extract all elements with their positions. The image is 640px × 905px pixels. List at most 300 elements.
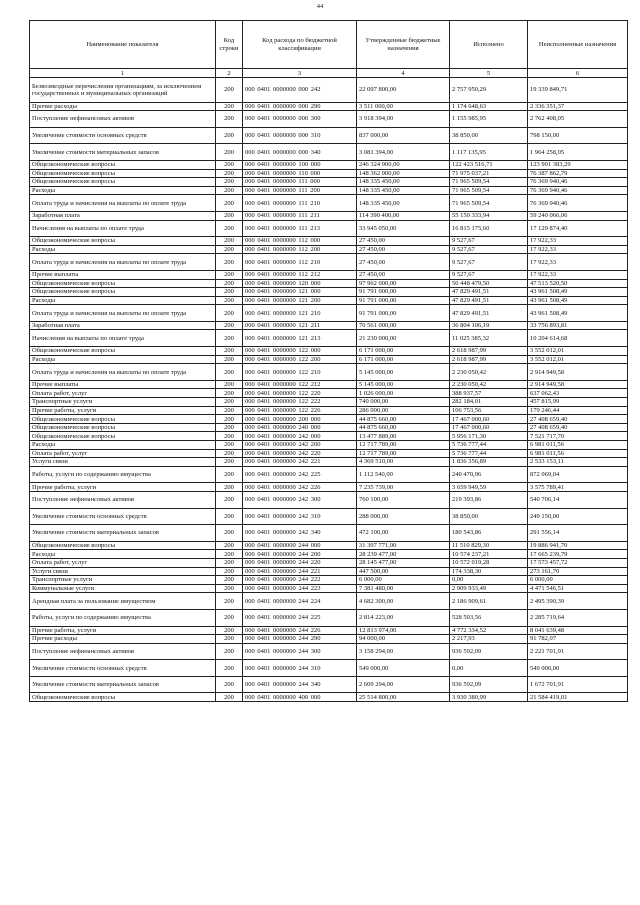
row-unexecuted: 17 922,33 [528, 245, 628, 254]
table-row [30, 643, 628, 660]
row-unexecuted: 6 981 011,56 [528, 449, 628, 458]
row-name: Расходы [30, 550, 216, 559]
row-kbk: 000 0401 0000000 110 000 [243, 169, 357, 178]
row-executed: 219 393,86 [450, 491, 528, 508]
row-code: 200 [216, 609, 243, 626]
row-unexecuted: 47 513 520,50 [528, 279, 628, 288]
row-kbk: 000 0401 0000000 100 000 [243, 160, 357, 169]
row-name: Увеличение стоимости материальных запасов [30, 676, 216, 693]
row-name: Оплата труда и начисления на выплаты по оплате труда [30, 364, 216, 381]
row-unexecuted: 2 285 719,64 [528, 609, 628, 626]
row-executed: 71 965 509,54 [450, 186, 528, 195]
row-executed: 11 510 829,30 [450, 541, 528, 550]
row-unexecuted: 27 408 659,40 [528, 415, 628, 424]
row-approved: 7 235 739,00 [357, 483, 450, 492]
row-name: Коммунальные услуги [30, 584, 216, 593]
row-name: Прочие расходы [30, 635, 216, 644]
row-kbk: 000 0401 0000000 242 220 [243, 449, 357, 458]
row-name: Расходы [30, 245, 216, 254]
row-approved: 25 514 800,00 [357, 693, 450, 702]
row-code: 200 [216, 635, 243, 644]
row-code: 200 [216, 567, 243, 576]
row-executed: 17 467 000,60 [450, 415, 528, 424]
row-unexecuted: 2 914 949,58 [528, 364, 628, 381]
row-unexecuted: 2 914 949,58 [528, 380, 628, 389]
row-executed: 9 527,67 [450, 270, 528, 279]
row-approved: 5 145 000,00 [357, 364, 450, 381]
row-executed: 106 753,56 [450, 406, 528, 415]
row-name: Увеличение стоимости материальных запасов [30, 525, 216, 542]
row-name: Общеэкономические вопросы [30, 541, 216, 550]
column-index: 6 [528, 69, 628, 78]
row-kbk: 000 0401 0000000 244 300 [243, 643, 357, 660]
row-approved: 3 918 394,00 [357, 111, 450, 128]
row-executed: 9 527,67 [450, 254, 528, 271]
row-kbk: 000 0401 0000000 242 200 [243, 441, 357, 450]
table-row [30, 593, 628, 610]
row-executed: 3 659 949,59 [450, 483, 528, 492]
row-executed: 5 736 777,44 [450, 441, 528, 450]
row-code: 200 [216, 245, 243, 254]
row-name: Транспортные услуги [30, 398, 216, 407]
table-row [30, 441, 628, 450]
table-row [30, 296, 628, 305]
table-row [30, 245, 628, 254]
table-row [30, 144, 628, 161]
header-executed: Исполнено [450, 21, 528, 69]
row-kbk: 000 0401 0000000 122 222 [243, 398, 357, 407]
row-approved: 740 000,00 [357, 398, 450, 407]
row-approved: 27 450,00 [357, 245, 450, 254]
row-unexecuted: 1 964 258,05 [528, 144, 628, 161]
row-code: 200 [216, 660, 243, 677]
row-executed: 47 829 491,51 [450, 296, 528, 305]
row-unexecuted: 2 221 701,91 [528, 643, 628, 660]
row-executed: 50 448 479,50 [450, 279, 528, 288]
column-index: 3 [243, 69, 357, 78]
row-executed: 180 543,86 [450, 525, 528, 542]
row-approved: 1 112 540,00 [357, 466, 450, 483]
table-row [30, 466, 628, 483]
table-row [30, 423, 628, 432]
row-name: Общеэкономические вопросы [30, 178, 216, 187]
row-unexecuted: 10 204 614,68 [528, 330, 628, 347]
row-executed: 936 592,09 [450, 676, 528, 693]
row-unexecuted: 21 584 419,01 [528, 693, 628, 702]
row-approved: 549 000,00 [357, 660, 450, 677]
row-approved: 3 158 294,00 [357, 643, 450, 660]
row-kbk: 000 0401 0000000 244 225 [243, 609, 357, 626]
row-executed: 936 592,09 [450, 643, 528, 660]
row-name: Общеэкономические вопросы [30, 415, 216, 424]
row-approved: 148 362 900,00 [357, 169, 450, 178]
row-kbk: 000 0401 0000000 122 226 [243, 406, 357, 415]
row-kbk: 000 0401 0000000 111 213 [243, 220, 357, 237]
row-executed: 240 470,96 [450, 466, 528, 483]
row-approved: 148 335 450,00 [357, 186, 450, 195]
row-name: Увеличение стоимости основных средств [30, 127, 216, 144]
row-code: 200 [216, 254, 243, 271]
row-kbk: 000 0401 0000000 112 210 [243, 254, 357, 271]
row-approved: 6 171 000,00 [357, 347, 450, 356]
header-approved: Утвержденные бюджетные назначения [357, 21, 450, 69]
table-row [30, 195, 628, 212]
row-code: 200 [216, 491, 243, 508]
row-code: 200 [216, 508, 243, 525]
row-kbk: 000 0401 0000000 244 000 [243, 541, 357, 550]
row-unexecuted: 33 756 893,81 [528, 321, 628, 330]
row-kbk: 000 0401 0000000 244 290 [243, 635, 357, 644]
row-approved: 91 791 000,00 [357, 296, 450, 305]
row-unexecuted: 43 961 508,49 [528, 305, 628, 322]
row-name: Общеэкономические вопросы [30, 288, 216, 297]
table-row [30, 211, 628, 220]
row-kbk: 000 0401 0000000 120 000 [243, 279, 357, 288]
table-row [30, 415, 628, 424]
row-kbk: 000 0401 0000000 000 340 [243, 144, 357, 161]
table-row [30, 330, 628, 347]
table-row [30, 237, 628, 246]
row-name: Увеличение стоимости основных средств [30, 508, 216, 525]
table-row [30, 127, 628, 144]
row-name: Прочие работы, услуги [30, 483, 216, 492]
row-unexecuted: 273 161,70 [528, 567, 628, 576]
row-kbk: 000 0401 0000000 242 000 [243, 432, 357, 441]
row-approved: 3 511 000,00 [357, 102, 450, 111]
table-row [30, 380, 628, 389]
row-executed: 71 965 509,54 [450, 178, 528, 187]
row-code: 200 [216, 270, 243, 279]
row-unexecuted: 17 922,33 [528, 254, 628, 271]
row-unexecuted: 17 129 874,40 [528, 220, 628, 237]
row-unexecuted: 8 041 639,48 [528, 626, 628, 635]
row-approved: 27 450,00 [357, 254, 450, 271]
row-code: 200 [216, 593, 243, 610]
row-code: 200 [216, 458, 243, 467]
row-unexecuted: 76 369 940,46 [528, 178, 628, 187]
table-row [30, 458, 628, 467]
row-executed: 2 618 987,99 [450, 355, 528, 364]
row-kbk: 000 0401 0000000 244 220 [243, 558, 357, 567]
row-name: Расходы [30, 355, 216, 364]
row-unexecuted: 17 922,33 [528, 237, 628, 246]
row-name: Начисления на выплаты по оплате труда [30, 330, 216, 347]
column-index: 4 [357, 69, 450, 78]
row-approved: 4 682 300,00 [357, 593, 450, 610]
row-code: 200 [216, 144, 243, 161]
row-kbk: 000 0401 0000000 121 211 [243, 321, 357, 330]
row-kbk: 000 0401 0000000 000 310 [243, 127, 357, 144]
table-row [30, 178, 628, 187]
row-approved: 13 477 889,00 [357, 432, 450, 441]
row-kbk: 000 0401 0000000 112 212 [243, 270, 357, 279]
row-unexecuted: 798 150,00 [528, 127, 628, 144]
row-executed: 3 930 380,99 [450, 693, 528, 702]
row-code: 200 [216, 237, 243, 246]
table-row [30, 693, 628, 702]
row-code: 200 [216, 584, 243, 593]
row-kbk: 000 0401 0000000 111 000 [243, 178, 357, 187]
table-row [30, 78, 628, 103]
row-kbk: 000 0401 0000000 121 210 [243, 305, 357, 322]
row-approved: 114 390 400,00 [357, 211, 450, 220]
row-unexecuted: 17 573 457,72 [528, 558, 628, 567]
table-row [30, 270, 628, 279]
row-executed: 2 230 050,42 [450, 380, 528, 389]
row-executed: 1 155 985,95 [450, 111, 528, 128]
row-name: Прочие работы, услуги [30, 626, 216, 635]
row-kbk: 000 0401 0000000 244 222 [243, 576, 357, 585]
row-unexecuted: 76 387 862,79 [528, 169, 628, 178]
row-executed: 10 574 237,21 [450, 550, 528, 559]
row-executed: 528 503,56 [450, 609, 528, 626]
row-approved: 33 945 050,00 [357, 220, 450, 237]
row-kbk: 000 0401 0000000 244 221 [243, 567, 357, 576]
row-code: 200 [216, 626, 243, 635]
row-executed: 2 618 987,99 [450, 347, 528, 356]
row-name: Расходы [30, 441, 216, 450]
row-unexecuted: 2 336 351,37 [528, 102, 628, 111]
row-unexecuted: 2 495 390,39 [528, 593, 628, 610]
budget-execution-table [29, 20, 628, 702]
table-row [30, 389, 628, 398]
row-code: 200 [216, 576, 243, 585]
row-kbk: 000 0401 0000000 121 000 [243, 288, 357, 297]
column-index: 2 [216, 69, 243, 78]
row-unexecuted: 19 886 941,70 [528, 541, 628, 550]
row-unexecuted: 457 815,99 [528, 398, 628, 407]
row-unexecuted: 179 246,44 [528, 406, 628, 415]
row-approved: 27 450,00 [357, 270, 450, 279]
table-row [30, 626, 628, 635]
row-executed: 9 527,67 [450, 245, 528, 254]
row-unexecuted: 6 000,00 [528, 576, 628, 585]
row-name: Оплата труда и начисления на выплаты по оплате труда [30, 195, 216, 212]
table-row [30, 635, 628, 644]
row-approved: 246 324 900,00 [357, 160, 450, 169]
row-approved: 12 717 789,00 [357, 449, 450, 458]
row-kbk: 000 0401 0000000 111 200 [243, 186, 357, 195]
row-name: Оплата труда и начисления на выплаты по оплате труда [30, 305, 216, 322]
table-row [30, 321, 628, 330]
row-kbk: 000 0401 0000000 242 310 [243, 508, 357, 525]
row-kbk: 000 0401 0000000 242 300 [243, 491, 357, 508]
row-executed: 5 956 171,30 [450, 432, 528, 441]
row-name: Поступление нефинансовых активов [30, 643, 216, 660]
row-kbk: 000 0401 0000000 111 210 [243, 195, 357, 212]
row-name: Работы, услуги по содержанию имущества [30, 466, 216, 483]
row-name: Безвозмездные перечисления организациям, за исключением государственных и муниципальных организаций [30, 78, 216, 103]
row-name: Общеэкономические вопросы [30, 279, 216, 288]
row-unexecuted: 249 150,00 [528, 508, 628, 525]
row-kbk: 000 0401 0000000 122 200 [243, 355, 357, 364]
table-row [30, 483, 628, 492]
row-executed: 282 184,01 [450, 398, 528, 407]
row-unexecuted: 76 369 940,46 [528, 186, 628, 195]
row-unexecuted: 27 408 659,40 [528, 423, 628, 432]
row-unexecuted: 7 521 717,70 [528, 432, 628, 441]
row-kbk: 000 0401 0000000 121 213 [243, 330, 357, 347]
row-unexecuted: 2 533 153,11 [528, 458, 628, 467]
row-executed: 2 230 050,42 [450, 364, 528, 381]
row-unexecuted: 17 922,33 [528, 270, 628, 279]
row-kbk: 000 0401 0000000 244 223 [243, 584, 357, 593]
row-executed: 1 174 648,63 [450, 102, 528, 111]
table-row [30, 364, 628, 381]
row-kbk: 000 0401 0000000 000 300 [243, 111, 357, 128]
row-unexecuted: 123 901 383,29 [528, 160, 628, 169]
row-unexecuted: 91 782,07 [528, 635, 628, 644]
row-name: Прочие работы, услуги [30, 406, 216, 415]
row-code: 200 [216, 483, 243, 492]
row-name: Расходы [30, 296, 216, 305]
table-row [30, 558, 628, 567]
row-name: Общеэкономические вопросы [30, 423, 216, 432]
header-unexecuted: Неисполненные назначения [528, 21, 628, 69]
row-approved: 447 500,00 [357, 567, 450, 576]
table-row [30, 525, 628, 542]
row-code: 200 [216, 305, 243, 322]
row-code: 200 [216, 525, 243, 542]
row-name: Транспортные услуги [30, 576, 216, 585]
row-approved: 28 145 477,00 [357, 558, 450, 567]
table-row [30, 584, 628, 593]
row-approved: 91 791 000,00 [357, 305, 450, 322]
row-code: 200 [216, 288, 243, 297]
row-name: Общеэкономические вопросы [30, 160, 216, 169]
row-unexecuted: 540 706,14 [528, 491, 628, 508]
row-code: 200 [216, 415, 243, 424]
row-code: 200 [216, 178, 243, 187]
row-executed: 36 804 106,19 [450, 321, 528, 330]
row-name: Оплата труда и начисления на выплаты по оплате труда [30, 254, 216, 271]
row-name: Увеличение стоимости материальных запасов [30, 144, 216, 161]
row-name: Общеэкономические вопросы [30, 347, 216, 356]
row-unexecuted: 4 471 546,51 [528, 584, 628, 593]
row-name: Начисления на выплаты по оплате труда [30, 220, 216, 237]
table-row [30, 355, 628, 364]
row-unexecuted: 43 961 508,49 [528, 288, 628, 297]
row-approved: 2 814 223,00 [357, 609, 450, 626]
page-number: 44 [316, 3, 324, 10]
row-code: 200 [216, 330, 243, 347]
row-approved: 6 171 000,00 [357, 355, 450, 364]
row-executed: 5 736 777,44 [450, 449, 528, 458]
row-executed: 2 186 909,61 [450, 593, 528, 610]
row-name: Прочие выплаты [30, 270, 216, 279]
row-approved: 760 100,00 [357, 491, 450, 508]
row-executed: 10 572 019,28 [450, 558, 528, 567]
table-row [30, 102, 628, 111]
row-kbk: 000 0401 0000000 244 224 [243, 593, 357, 610]
row-approved: 6 000,00 [357, 576, 450, 585]
row-kbk: 000 0401 0000000 122 000 [243, 347, 357, 356]
row-code: 200 [216, 279, 243, 288]
row-kbk: 000 0401 0000000 244 226 [243, 626, 357, 635]
row-name: Оплата работ, услуг [30, 558, 216, 567]
row-executed: 71 965 509,54 [450, 195, 528, 212]
row-code: 200 [216, 432, 243, 441]
row-executed: 2 757 950,29 [450, 78, 528, 103]
row-unexecuted: 291 556,14 [528, 525, 628, 542]
table-row [30, 347, 628, 356]
row-executed: 9 527,67 [450, 237, 528, 246]
row-code: 200 [216, 398, 243, 407]
row-name: Расходы [30, 186, 216, 195]
row-code: 200 [216, 406, 243, 415]
row-approved: 837 000,00 [357, 127, 450, 144]
row-kbk: 000 0401 0000000 400 000 [243, 693, 357, 702]
table-row [30, 449, 628, 458]
table-row [30, 406, 628, 415]
row-approved: 70 561 000,00 [357, 321, 450, 330]
row-code: 200 [216, 78, 243, 103]
row-name: Поступление нефинансовых активов [30, 111, 216, 128]
table-row [30, 288, 628, 297]
row-name: Прочие расходы [30, 102, 216, 111]
row-approved: 148 335 450,00 [357, 178, 450, 187]
row-code: 200 [216, 195, 243, 212]
row-kbk: 000 0401 0000000 200 000 [243, 415, 357, 424]
row-name: Увеличение стоимости основных средств [30, 660, 216, 677]
row-approved: 28 239 477,00 [357, 550, 450, 559]
row-approved: 94 000,00 [357, 635, 450, 644]
row-approved: 5 145 000,00 [357, 380, 450, 389]
row-name: Поступление нефинансовых активов [30, 491, 216, 508]
row-code: 200 [216, 211, 243, 220]
row-name: Общеэкономические вопросы [30, 237, 216, 246]
row-name: Заработная плата [30, 211, 216, 220]
row-name: Общеэкономические вопросы [30, 693, 216, 702]
row-kbk: 000 0401 0000000 244 340 [243, 676, 357, 693]
column-index: 1 [30, 69, 216, 78]
row-approved: 1 026 000,00 [357, 389, 450, 398]
row-executed: 11 025 385,32 [450, 330, 528, 347]
row-executed: 55 150 333,94 [450, 211, 528, 220]
row-executed: 1 117 135,95 [450, 144, 528, 161]
table-row [30, 279, 628, 288]
row-unexecuted: 3 552 012,01 [528, 355, 628, 364]
row-code: 200 [216, 441, 243, 450]
row-unexecuted: 1 672 701,91 [528, 676, 628, 693]
row-name: Общеэкономические вопросы [30, 169, 216, 178]
row-code: 200 [216, 541, 243, 550]
row-code: 200 [216, 693, 243, 702]
row-kbk: 000 0401 0000000 111 211 [243, 211, 357, 220]
table-row [30, 432, 628, 441]
table-row [30, 508, 628, 525]
row-code: 200 [216, 423, 243, 432]
row-unexecuted: 549 000,00 [528, 660, 628, 677]
row-unexecuted: 43 961 508,49 [528, 296, 628, 305]
row-executed: 0,00 [450, 660, 528, 677]
row-unexecuted: 17 665 239,79 [528, 550, 628, 559]
row-unexecuted: 3 552 012,01 [528, 347, 628, 356]
table-row [30, 160, 628, 169]
row-executed: 17 467 000,60 [450, 423, 528, 432]
row-code: 200 [216, 347, 243, 356]
table-row [30, 305, 628, 322]
row-approved: 2 609 294,00 [357, 676, 450, 693]
row-name: Услуги связи [30, 567, 216, 576]
table-row [30, 609, 628, 626]
header-name: Наименование показателя [30, 21, 216, 69]
header-code: Код строки [216, 21, 243, 69]
row-kbk: 000 0401 0000000 121 200 [243, 296, 357, 305]
row-approved: 12 717 789,00 [357, 441, 450, 450]
table-row [30, 169, 628, 178]
row-name: Арендная плата за пользование имуществом [30, 593, 216, 610]
